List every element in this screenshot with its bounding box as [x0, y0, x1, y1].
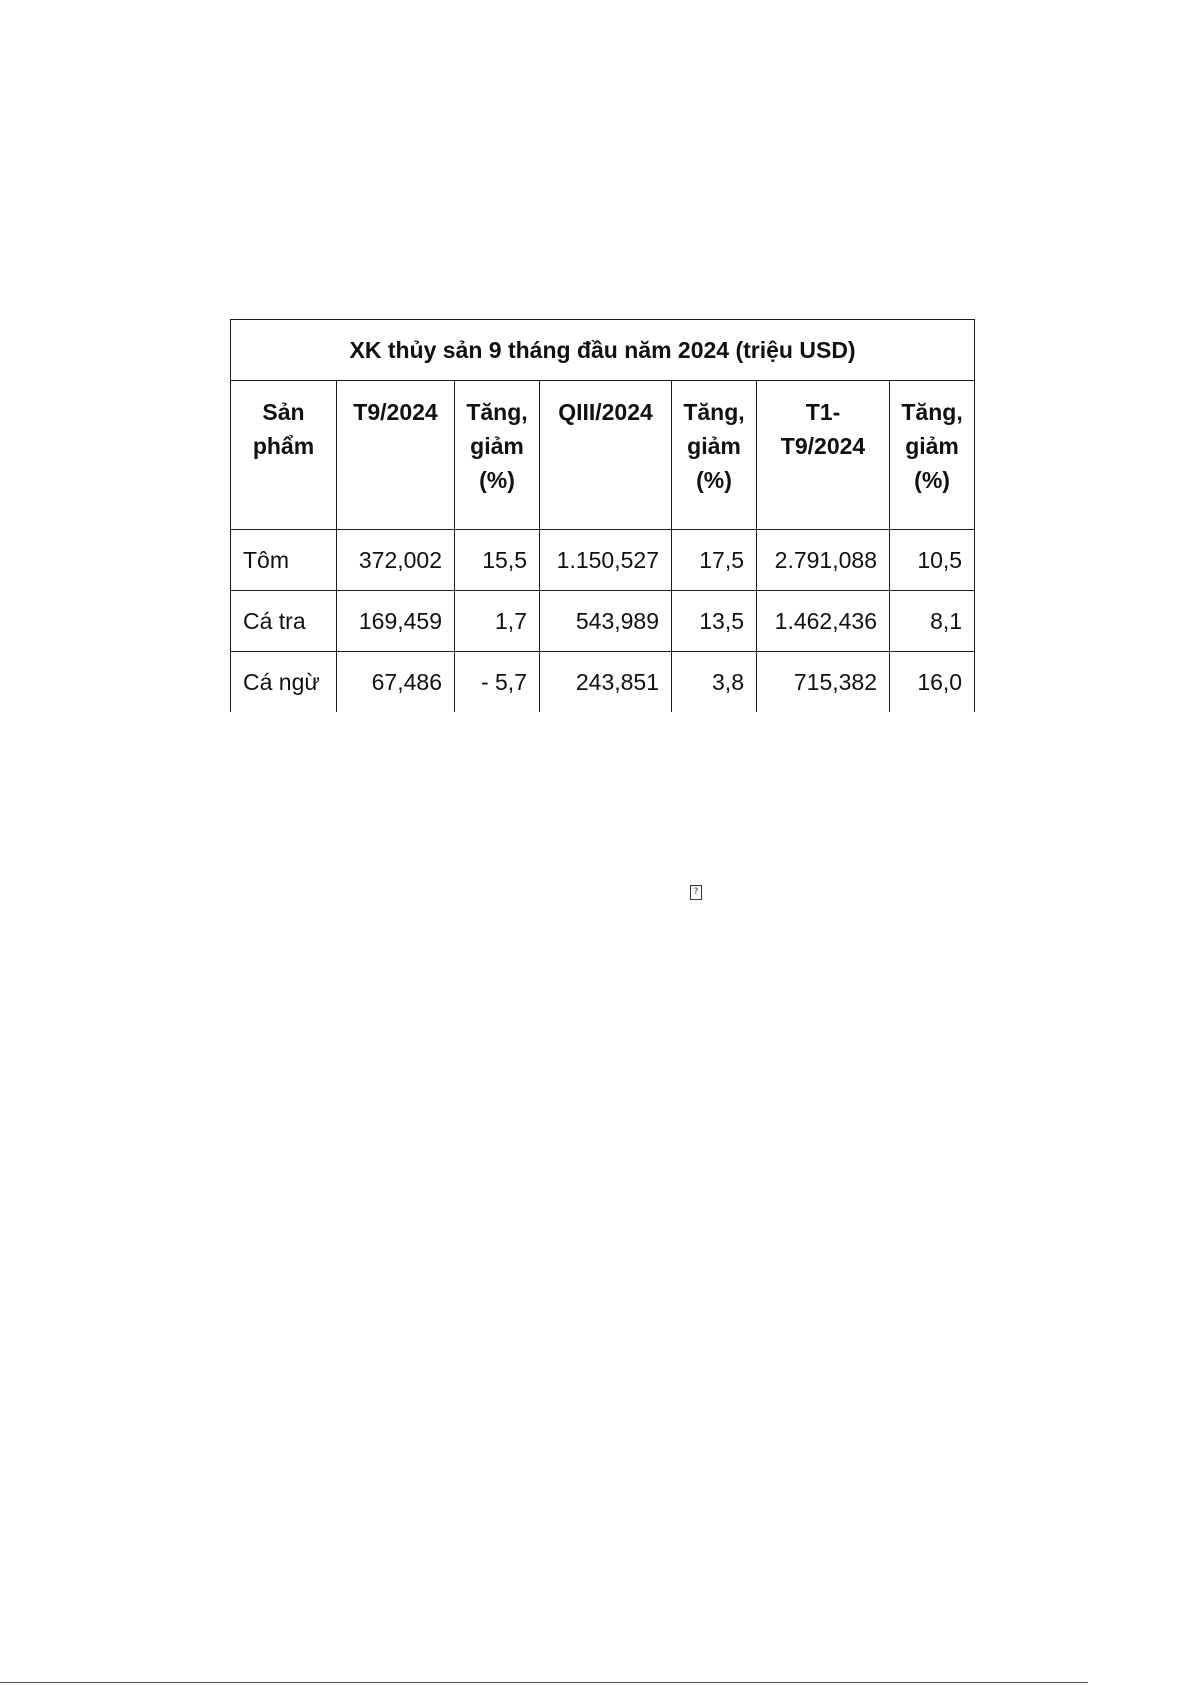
value-cell: 10,5: [890, 530, 975, 591]
value-cell: 1.462,436: [757, 591, 890, 652]
value-cell: 543,989: [540, 591, 672, 652]
column-header: [540, 381, 672, 530]
table-header-row: [231, 381, 975, 530]
missing-glyph-box: ?: [690, 885, 702, 900]
product-name-cell: Cá ngừ: [231, 652, 337, 713]
value-cell: 13,5: [672, 591, 757, 652]
value-cell: 243,851: [540, 652, 672, 713]
page-bottom-rule: [0, 1682, 1088, 1683]
value-cell: 15,5: [455, 530, 540, 591]
value-cell: 715,382: [757, 652, 890, 713]
column-header: [455, 381, 540, 530]
value-cell: 2.791,088: [757, 530, 890, 591]
value-cell: 17,5: [672, 530, 757, 591]
column-header: [337, 381, 455, 530]
value-cell: - 5,7: [455, 652, 540, 713]
column-header-line: Tăng,: [466, 399, 528, 425]
column-header-line: (%): [696, 467, 732, 493]
table-title: XK thủy sản 9 tháng đầu năm 2024 (triệu USD): [231, 320, 975, 381]
column-header-line: Tăng,: [683, 399, 745, 425]
column-header: [672, 381, 757, 530]
column-header-line: giảm: [470, 433, 524, 459]
column-header: [890, 381, 975, 530]
product-name-cell: Tôm: [231, 530, 337, 591]
column-header-line: T9/2024: [353, 399, 438, 425]
column-header: [757, 381, 890, 530]
table-row: [231, 530, 975, 591]
column-header-line: Sản: [262, 399, 305, 425]
product-name-cell: Cá tra: [231, 591, 337, 652]
column-header-line: QIII/2024: [558, 399, 653, 425]
value-cell: 8,1: [890, 591, 975, 652]
table-row: [231, 591, 975, 652]
value-cell: 169,459: [337, 591, 455, 652]
column-header-line: T1-: [805, 399, 841, 425]
column-header-line: giảm: [687, 433, 741, 459]
table-body: [231, 530, 975, 713]
column-header: [231, 381, 337, 530]
table-row: [231, 652, 975, 713]
column-header-line: (%): [914, 467, 950, 493]
value-cell: 1.150,527: [540, 530, 672, 591]
value-cell: 372,002: [337, 530, 455, 591]
column-header-line: phẩm: [252, 433, 315, 459]
column-header-line: (%): [479, 467, 515, 493]
column-header-line: T9/2024: [780, 433, 866, 459]
value-cell: 16,0: [890, 652, 975, 713]
seafood-export-table: [230, 319, 975, 712]
value-cell: 3,8: [672, 652, 757, 713]
value-cell: 1,7: [455, 591, 540, 652]
column-header-line: Tăng,: [901, 399, 963, 425]
column-header-line: giảm: [905, 433, 959, 459]
value-cell: 67,486: [337, 652, 455, 713]
export-table-wrapper: [230, 319, 975, 712]
